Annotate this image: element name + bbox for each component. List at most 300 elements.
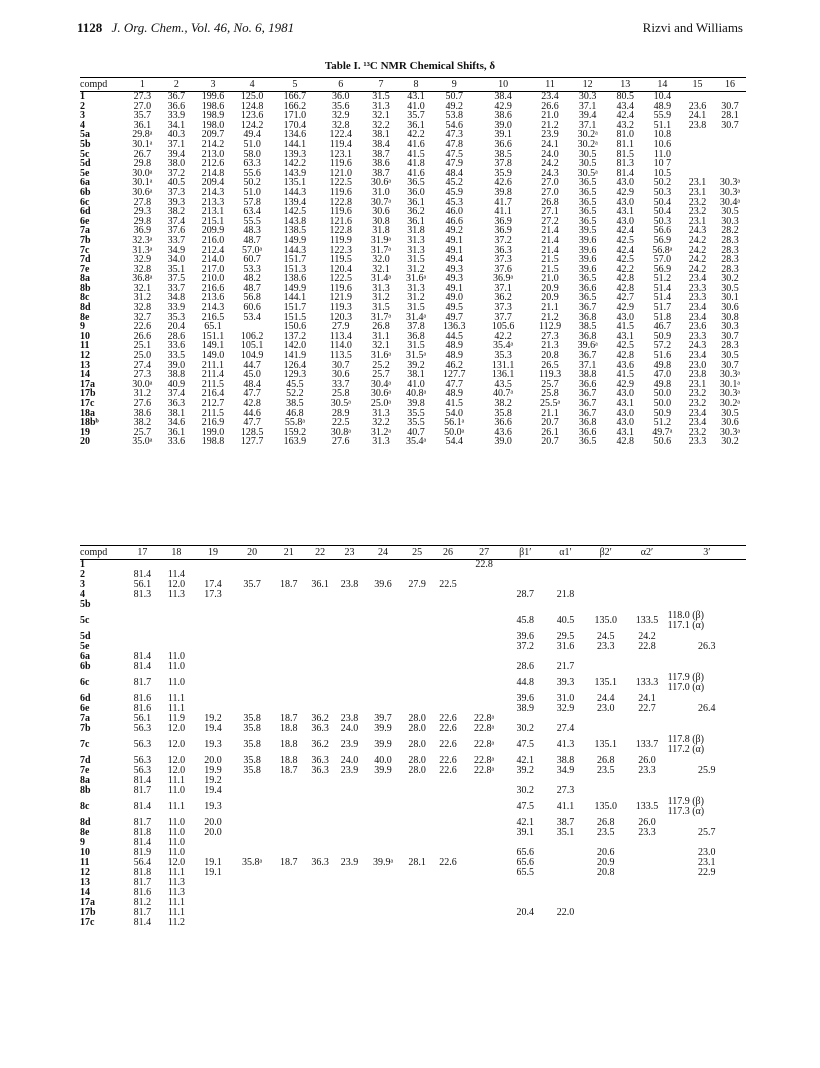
shift-value bbox=[585, 652, 626, 662]
shift-value: 135.1 bbox=[594, 738, 617, 750]
shift-value: 38.4 bbox=[494, 91, 512, 102]
shift-value: 25.7 bbox=[541, 378, 559, 390]
shift-value bbox=[365, 642, 402, 652]
shift-value: 166.7 bbox=[283, 91, 307, 102]
shift-value: 135.0 bbox=[594, 800, 617, 812]
shift-value bbox=[668, 724, 746, 734]
shift-value: 47.5 bbox=[445, 148, 463, 160]
shift-value: 36.7 bbox=[167, 91, 186, 102]
shift-value bbox=[433, 878, 464, 888]
shift-value: 30.5ᵃ bbox=[330, 398, 351, 409]
shift-value: 49.4 bbox=[445, 254, 463, 266]
shift-value: 38.9 bbox=[516, 702, 535, 714]
compound-id: 17a bbox=[80, 896, 95, 908]
shift-value: 122.8 bbox=[329, 225, 353, 237]
shift-value: 36.1 bbox=[407, 196, 425, 208]
shift-value: 27.4 bbox=[556, 722, 575, 734]
shift-value: 55.8ᵃ bbox=[284, 417, 306, 429]
shift-value: 36.5 bbox=[578, 273, 597, 285]
shift-value: 31.4ᵃ bbox=[370, 273, 392, 285]
shift-value: 81.8 bbox=[133, 866, 152, 878]
shift-value: 33.7 bbox=[332, 378, 350, 390]
shift-value bbox=[546, 848, 585, 858]
shift-value bbox=[626, 858, 667, 868]
shift-value: 27.0 bbox=[133, 100, 152, 112]
shift-value: 32.9 bbox=[133, 254, 152, 266]
shift-value: 37.3 bbox=[167, 186, 186, 198]
shift-value bbox=[233, 918, 272, 928]
shift-value bbox=[335, 560, 365, 570]
shift-value: 23.3 bbox=[596, 640, 615, 652]
shift-value: 213.1 bbox=[201, 206, 225, 218]
shift-value: 11.4 bbox=[167, 568, 185, 580]
shift-value: 137.2 bbox=[283, 330, 307, 342]
shift-value: 39.0 bbox=[494, 436, 512, 448]
shift-value bbox=[433, 908, 464, 918]
shift-value: 119.3 bbox=[538, 369, 562, 381]
shift-value: 28.3 bbox=[721, 244, 739, 256]
shift-value bbox=[463, 642, 504, 652]
shift-value: 81.1 bbox=[616, 138, 635, 150]
shift-value bbox=[233, 694, 272, 704]
shift-value bbox=[433, 796, 464, 818]
shift-value: 35.8ᵃ bbox=[242, 856, 263, 868]
shift-value: 41.0 bbox=[407, 378, 425, 390]
shift-value: 30.3ᵃ bbox=[719, 186, 741, 198]
shift-value: 31.3 bbox=[407, 244, 425, 256]
table-row bbox=[80, 786, 746, 796]
shift-value: 38.5 bbox=[578, 321, 597, 333]
shift-value: 65.5 bbox=[516, 866, 535, 878]
shift-value bbox=[335, 694, 365, 704]
shift-value bbox=[272, 796, 306, 818]
shift-value: 30.5 bbox=[721, 282, 739, 294]
shift-value: 36.9ᵃ bbox=[493, 273, 514, 285]
shift-value: 51.1 bbox=[653, 119, 672, 131]
shift-value bbox=[272, 818, 306, 828]
shift-value: 39.3 bbox=[556, 676, 575, 688]
compound-id: 6b bbox=[80, 186, 91, 198]
shift-value bbox=[681, 130, 714, 140]
shift-value: 12.0 bbox=[167, 722, 186, 734]
shift-value: 28.6 bbox=[167, 330, 186, 342]
shift-value: 19.3 bbox=[204, 738, 222, 750]
shift-value: 26.6 bbox=[133, 330, 152, 342]
shift-value: 25.8 bbox=[332, 388, 350, 400]
shift-value bbox=[272, 652, 306, 662]
shift-value: 11.1 bbox=[167, 866, 185, 878]
shift-value: 142.5 bbox=[283, 206, 307, 218]
shift-value bbox=[626, 908, 667, 918]
shift-value: 18.8 bbox=[279, 722, 298, 734]
shift-value: 48.9 bbox=[445, 388, 463, 400]
shift-value: 36.3 bbox=[311, 754, 329, 766]
shift-value: 25.7 bbox=[133, 426, 152, 438]
shift-value: 27.4 bbox=[133, 359, 152, 371]
shift-value: 23.2 bbox=[688, 426, 707, 438]
shift-value: 216.0 bbox=[201, 234, 225, 246]
shift-value: 34.9 bbox=[556, 764, 575, 776]
shift-value: 19.2 bbox=[204, 774, 222, 786]
column-header: 5 bbox=[292, 78, 298, 90]
shift-value: 133.5 bbox=[635, 614, 659, 626]
shift-value bbox=[433, 642, 464, 652]
shift-value bbox=[433, 786, 464, 796]
compound-id: 8c bbox=[80, 292, 90, 304]
shift-value bbox=[272, 662, 306, 672]
shift-value: 22.6 bbox=[439, 856, 457, 868]
shift-value: 46.7 bbox=[653, 321, 672, 333]
journal-citation: J. Org. Chem., Vol. 46, No. 6, 1981 bbox=[111, 20, 295, 35]
shift-value bbox=[585, 724, 626, 734]
shift-value: 81.7 bbox=[133, 784, 152, 796]
shift-value bbox=[335, 610, 365, 632]
shift-value: 30.8 bbox=[721, 311, 739, 323]
shift-value: 46.6 bbox=[445, 215, 463, 227]
shift-value: 20.0 bbox=[204, 816, 222, 828]
compound-id: 8e bbox=[80, 826, 90, 838]
shift-value: 18.8 bbox=[279, 738, 298, 750]
shift-value: 28.7 bbox=[516, 588, 535, 600]
shift-value: 42.9 bbox=[616, 186, 635, 198]
shift-value: 26.8 bbox=[596, 754, 615, 766]
shift-value: 39.5 bbox=[578, 225, 597, 237]
shift-value: 21.1 bbox=[541, 407, 559, 419]
shift-value: 24.2 bbox=[688, 234, 707, 246]
shift-value: 51.2 bbox=[653, 417, 672, 429]
shift-value: 10.8 bbox=[653, 129, 672, 141]
shift-value bbox=[306, 918, 335, 928]
shift-value bbox=[306, 776, 335, 786]
shift-value bbox=[233, 828, 272, 838]
compound-id: 6e bbox=[80, 215, 90, 227]
shift-value: 23.4 bbox=[688, 417, 707, 429]
shift-value: 36.2 bbox=[311, 738, 329, 750]
shift-value: 39.1 bbox=[516, 826, 535, 838]
shift-value bbox=[626, 600, 667, 610]
shift-value: 41.5 bbox=[616, 321, 635, 333]
shift-value: 29.8ᵃ bbox=[132, 129, 153, 141]
shift-value bbox=[626, 560, 667, 570]
shift-value bbox=[365, 786, 402, 796]
shift-value: 50.2 bbox=[653, 177, 672, 189]
shift-value: 41.8 bbox=[407, 158, 425, 170]
shift-value bbox=[335, 868, 365, 878]
shift-value bbox=[463, 610, 504, 632]
shift-value: 32.7 bbox=[133, 311, 152, 323]
shift-value: 131.1 bbox=[491, 359, 515, 371]
shift-value: 35.6 bbox=[332, 100, 350, 112]
shift-value: 216.5 bbox=[201, 311, 225, 323]
compound-id: 6c bbox=[80, 196, 90, 208]
shift-value: 122.3 bbox=[329, 244, 353, 256]
shift-value: 30.6ᵃ bbox=[370, 388, 392, 400]
shift-value: 31.5ᵃ bbox=[405, 350, 427, 362]
shift-value: 30.3 bbox=[721, 321, 739, 333]
column-header: 27 bbox=[479, 546, 490, 558]
shift-value: 11.0 bbox=[167, 660, 185, 672]
shift-value: 57.8 bbox=[243, 196, 261, 208]
shift-value bbox=[463, 580, 504, 590]
shift-value: 39.6 bbox=[578, 263, 597, 275]
compound-id: 7e bbox=[80, 263, 90, 275]
shift-value: 31.6ᵃ bbox=[405, 273, 427, 285]
shift-value: 30.7 bbox=[332, 359, 350, 371]
shift-value: 42.8 bbox=[616, 436, 635, 448]
shift-value: 50.3 bbox=[653, 186, 672, 198]
shift-value: 127.7 bbox=[442, 369, 466, 381]
shift-value: 43.5 bbox=[494, 378, 512, 390]
shift-value: 11.3 bbox=[167, 876, 185, 888]
compound-id: 17a bbox=[80, 378, 95, 390]
shift-value: 31.3 bbox=[407, 282, 425, 294]
shift-value: 54.0 bbox=[445, 407, 463, 419]
shift-value: 38.6 bbox=[494, 110, 512, 122]
compound-id: 10 bbox=[80, 846, 90, 858]
shift-value bbox=[546, 868, 585, 878]
shift-value: 57.0ᵃ bbox=[242, 244, 263, 256]
shift-value bbox=[626, 868, 667, 878]
shift-value bbox=[433, 662, 464, 672]
shift-value: 25.0ᵃ bbox=[370, 398, 392, 409]
shift-value: 149.9 bbox=[283, 282, 307, 294]
shift-value bbox=[585, 580, 626, 590]
shift-value bbox=[402, 694, 433, 704]
shift-value: 28.1 bbox=[408, 856, 426, 868]
shift-value bbox=[272, 560, 306, 570]
shift-value: 21.5 bbox=[541, 263, 559, 275]
shift-value: 47.5 bbox=[516, 738, 535, 750]
shift-value bbox=[626, 776, 667, 786]
column-header: 12 bbox=[582, 78, 593, 90]
shift-value: 47.9 bbox=[445, 158, 463, 170]
shift-value bbox=[433, 672, 464, 694]
shift-value: 36.3 bbox=[167, 398, 186, 409]
shift-value: 40.5 bbox=[556, 614, 575, 626]
shift-value: 30.5 bbox=[721, 407, 739, 419]
shift-value bbox=[365, 662, 402, 672]
shift-value: 36.2 bbox=[407, 206, 425, 218]
shift-value: 32.9 bbox=[332, 110, 350, 122]
shift-value: 50.2 bbox=[243, 177, 261, 189]
shift-value bbox=[433, 776, 464, 786]
shift-value: 57.0 bbox=[653, 254, 672, 266]
shift-value: 124.2 bbox=[240, 119, 264, 131]
shift-value: 151.7 bbox=[283, 254, 307, 266]
shift-value-line: 118.0 (β) bbox=[667, 609, 704, 621]
shift-value: 42.5 bbox=[616, 340, 635, 352]
shift-value: 50.7 bbox=[445, 91, 463, 102]
shift-value: 36.1 bbox=[311, 578, 329, 590]
shift-value: 213.6 bbox=[201, 292, 225, 304]
shift-value: 35.0ᵃ bbox=[132, 436, 153, 448]
shift-value bbox=[306, 662, 335, 672]
shift-value: 12.0 bbox=[167, 764, 186, 776]
shift-value: 65.6 bbox=[516, 856, 535, 868]
shift-value: 30.2ᵃ bbox=[577, 138, 598, 150]
shift-value: 36.9 bbox=[133, 225, 152, 237]
shift-value: 24.3 bbox=[541, 167, 559, 179]
shift-value: 142.0 bbox=[283, 340, 307, 352]
shift-value bbox=[668, 898, 746, 908]
shift-value: 33.5 bbox=[167, 350, 186, 362]
shift-value-line: 117.2 (α) bbox=[667, 743, 705, 755]
shift-value bbox=[125, 600, 159, 610]
shift-value: 211.5 bbox=[201, 407, 225, 419]
column-header: 11 bbox=[545, 78, 555, 90]
shift-value: 58.0 bbox=[243, 148, 261, 160]
shift-value bbox=[272, 786, 306, 796]
shift-value bbox=[585, 776, 626, 786]
shift-value: 43.0 bbox=[616, 177, 635, 189]
shift-value bbox=[402, 590, 433, 600]
shift-value: 38.8 bbox=[556, 754, 575, 766]
shift-value: 11.1 bbox=[167, 800, 185, 812]
shift-value: 30.0ᵃ bbox=[132, 378, 153, 390]
shift-value: 37.4 bbox=[167, 215, 186, 227]
shift-value: 28.3 bbox=[721, 263, 739, 275]
page-number: 1128 bbox=[77, 20, 103, 35]
shift-value: 32.8 bbox=[133, 302, 152, 314]
shift-value: 20.9 bbox=[541, 292, 559, 304]
shift-value: 32.1 bbox=[372, 263, 390, 275]
header-authors: Rizvi and Williams bbox=[642, 20, 743, 35]
shift-value: 171.0 bbox=[283, 110, 307, 122]
table-header-row bbox=[80, 546, 746, 560]
shift-value bbox=[335, 672, 365, 694]
shift-value bbox=[233, 600, 272, 610]
shift-value: 18.7 bbox=[279, 578, 298, 590]
shift-value: 45.2 bbox=[445, 177, 463, 189]
shift-value bbox=[335, 908, 365, 918]
shift-value: 26.0 bbox=[638, 754, 656, 766]
shift-value bbox=[714, 159, 746, 169]
column-header: 2 bbox=[173, 78, 179, 90]
shift-value: 81.4 bbox=[616, 167, 635, 179]
shift-value: 23.5 bbox=[596, 764, 615, 776]
shift-value: 37.4 bbox=[167, 388, 186, 400]
shift-value bbox=[306, 868, 335, 878]
shift-value: 28.3 bbox=[721, 254, 739, 266]
shift-value: 26.1 bbox=[541, 426, 559, 438]
shift-value bbox=[335, 888, 365, 898]
shift-value bbox=[306, 838, 335, 848]
shift-value bbox=[306, 796, 335, 818]
shift-value: 23.4 bbox=[688, 302, 707, 314]
compound-id: 3 bbox=[80, 578, 85, 590]
shift-value: 19.4 bbox=[204, 722, 222, 734]
shift-value: 56.3 bbox=[133, 754, 152, 766]
shift-value bbox=[668, 888, 746, 898]
compound-id: 5d bbox=[80, 158, 91, 170]
shift-value: 81.6 bbox=[133, 702, 152, 714]
column-header: 16 bbox=[724, 78, 735, 90]
shift-value bbox=[626, 580, 667, 590]
shift-value: 36.1 bbox=[407, 215, 425, 227]
shift-value: 35.8 bbox=[243, 764, 261, 776]
shift-value: 212.6 bbox=[201, 158, 225, 170]
shift-value: 24.0 bbox=[541, 148, 559, 160]
shift-value: 36.6 bbox=[494, 138, 512, 150]
shift-value: 43.4 bbox=[616, 100, 635, 112]
shift-value: 22.8ᵃ bbox=[473, 754, 495, 766]
shift-value: 23.2 bbox=[688, 388, 707, 400]
shift-value: 30.2ᵃ bbox=[577, 129, 598, 141]
shift-value bbox=[585, 560, 626, 570]
column-header: 14 bbox=[657, 78, 668, 90]
shift-value: 30.3ᵃ bbox=[719, 369, 741, 381]
shift-value: 30.3 bbox=[578, 91, 597, 102]
shift-value: 23.8 bbox=[688, 369, 707, 381]
shift-value: 25.7 bbox=[698, 826, 716, 838]
shift-value: 56.3 bbox=[133, 764, 152, 776]
shift-value: 30.5 bbox=[721, 350, 739, 362]
shift-value bbox=[365, 888, 402, 898]
shift-value: 20.4 bbox=[516, 906, 535, 918]
shift-value: 18.7 bbox=[279, 712, 298, 724]
shift-value: 36.6 bbox=[578, 378, 597, 390]
compound-id: 13 bbox=[80, 359, 90, 371]
column-header: 26 bbox=[442, 546, 453, 558]
shift-value: 50.0 bbox=[653, 388, 672, 400]
shift-value: 26.0 bbox=[638, 816, 656, 828]
column-header: β2′ bbox=[599, 546, 612, 558]
shift-value: 211.4 bbox=[201, 369, 225, 381]
shift-value: 42.9 bbox=[494, 100, 512, 112]
shift-value: 38.5 bbox=[286, 398, 304, 409]
shift-value bbox=[365, 632, 402, 642]
shift-value: 33.6 bbox=[167, 340, 186, 352]
shift-value bbox=[626, 898, 667, 908]
shift-value bbox=[668, 796, 746, 818]
shift-value: 31.8 bbox=[372, 225, 390, 237]
nmr-table-part2 bbox=[80, 545, 746, 928]
shift-value: 124.8 bbox=[240, 100, 264, 112]
compound-id: 5b bbox=[80, 138, 91, 150]
shift-value: 47.7 bbox=[445, 378, 463, 390]
shift-value: 39.6ᵃ bbox=[577, 340, 598, 352]
shift-value bbox=[159, 632, 193, 642]
shift-value: 81.3 bbox=[616, 158, 635, 170]
shift-value: 144.1 bbox=[283, 138, 307, 150]
compound-id: 4 bbox=[80, 119, 85, 131]
shift-value: 48.9 bbox=[445, 340, 463, 352]
shift-value: 20.7 bbox=[541, 417, 559, 429]
shift-value bbox=[668, 580, 746, 590]
shift-value: 26.3 bbox=[698, 640, 716, 652]
shift-value: 23.8 bbox=[688, 119, 707, 131]
shift-value bbox=[585, 888, 626, 898]
shift-value bbox=[193, 610, 232, 632]
shift-value bbox=[335, 918, 365, 928]
shift-value bbox=[626, 724, 667, 734]
table-header-row bbox=[80, 78, 746, 92]
shift-value: 53.4 bbox=[243, 311, 261, 323]
shift-value: 49.3 bbox=[445, 263, 463, 275]
shift-value: 43.1 bbox=[407, 91, 425, 102]
shift-value: 23.0 bbox=[688, 359, 707, 371]
shift-value bbox=[272, 776, 306, 786]
shift-value: 23.3 bbox=[688, 292, 707, 304]
shift-value bbox=[402, 868, 433, 878]
shift-value: 47.0 bbox=[653, 369, 672, 381]
table-row bbox=[80, 672, 746, 694]
shift-value: 40.5 bbox=[167, 177, 186, 189]
shift-value: 42.2 bbox=[407, 129, 425, 141]
shift-value bbox=[463, 796, 504, 818]
shift-value: 22.8ᵃ bbox=[473, 738, 495, 750]
shift-value bbox=[272, 878, 306, 888]
